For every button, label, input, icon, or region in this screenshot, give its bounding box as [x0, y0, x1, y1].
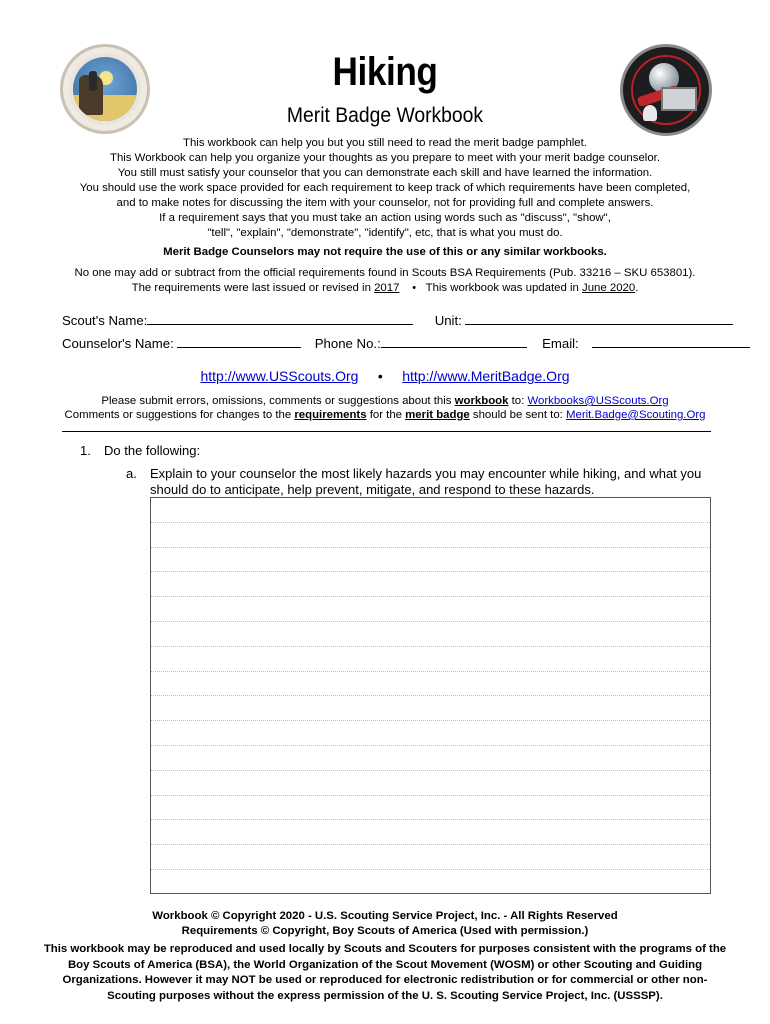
page-title: Hiking — [332, 50, 438, 94]
requirement-text: Do the following: — [104, 443, 201, 458]
answer-line — [151, 523, 710, 548]
requirements-source-line: No one may add or subtract from the official requirements found in Scouts BSA Requirements (Pub. 33216 – SKU 653801). — [74, 267, 696, 279]
usscouts-link[interactable]: http://www.USScouts.Org — [200, 368, 359, 384]
bullet-separator: • — [412, 282, 417, 294]
intro-line: If a requirement says that you must take an action using words such as "discuss", "show", — [159, 212, 611, 224]
revised-label: The requirements were last issued or revised in — [131, 282, 375, 294]
workbook-word: workbook — [454, 395, 509, 407]
answer-line — [151, 696, 710, 721]
intro-line: You should use the work space provided for each requirement to keep track of which requirements have been completed, — [79, 182, 691, 194]
updated-label: This workbook was updated in — [425, 282, 582, 294]
merit-badge-email-link[interactable]: Merit.Badge@Scouting.Org — [566, 409, 706, 421]
copyright-footer — [0, 909, 770, 939]
answer-line — [151, 572, 710, 597]
requirements-copyright: Requirements © Copyright, Boy Scouts of America (Used with permission.) — [181, 925, 589, 937]
scout-name-field[interactable] — [147, 313, 413, 325]
counselor-note: Merit Badge Counselors may not require the use of this or any similar workbooks. — [163, 246, 607, 258]
requirements-word: requirements — [294, 409, 367, 421]
scout-name-label: Scout's Name: — [62, 313, 148, 328]
phone-label: Phone No.: — [314, 336, 381, 351]
requirements-info — [0, 266, 770, 296]
requirements-dates-line — [0, 281, 770, 296]
answer-line — [151, 746, 710, 771]
answer-line — [151, 548, 710, 573]
answer-line — [151, 647, 710, 672]
intro-line: This workbook can help you but you still need to read the merit badge pamphlet. — [183, 137, 587, 149]
answer-line — [151, 672, 710, 697]
intro-line: You still must satisfy your counselor that you can demonstrate each skill and have learned the information. — [117, 167, 653, 179]
workbook-copyright: Workbook © Copyright 2020 - U.S. Scouting Service Project, Inc. - All Rights Reserved — [152, 910, 618, 922]
comments-text: Comments or suggestions for changes to the — [64, 409, 295, 421]
updated-date: June 2020 — [582, 282, 636, 294]
answer-line — [151, 498, 710, 523]
intro-line: and to make notes for discussing the item with your counselor, not for providing full and complete answers. — [116, 197, 654, 209]
requirement-1a — [126, 466, 716, 498]
feedback-text: Please submit errors, omissions, comments or suggestions about this — [101, 395, 455, 407]
requirement-letter: a. — [126, 466, 137, 481]
intro-paragraph — [40, 136, 730, 241]
revised-year: 2017 — [374, 282, 400, 294]
unit-field[interactable] — [465, 313, 733, 325]
answer-line — [151, 845, 710, 870]
answer-line — [151, 796, 710, 821]
workbooks-email-link[interactable]: Workbooks@USScouts.Org — [527, 395, 669, 407]
for-the-text: for the — [366, 409, 406, 421]
requirement-number: 1. — [80, 443, 91, 458]
meritbadge-link[interactable]: http://www.MeritBadge.Org — [402, 368, 570, 384]
answer-line — [151, 771, 710, 796]
website-links — [0, 368, 770, 384]
answer-line — [151, 597, 710, 622]
requirement-1 — [80, 443, 200, 458]
counselor-name-field[interactable] — [177, 336, 301, 348]
counselor-name-label: Counselor's Name: — [62, 336, 174, 351]
phone-field[interactable] — [381, 336, 527, 348]
answer-area[interactable] — [150, 497, 711, 894]
email-field[interactable] — [592, 336, 750, 348]
requirement-text: Explain to your counselor the most likely hazards you may encounter while hiking, and what you should do to anticipate, help prevent, mitigate, and respond to these hazards. — [150, 466, 702, 497]
merit-badge-word: merit badge — [405, 409, 470, 421]
section-divider — [62, 431, 711, 432]
answer-line — [151, 820, 710, 845]
intro-line: This Workbook can help you organize your thoughts as you prepare to meet with your merit badge counselor. — [109, 152, 660, 164]
permission-notice: This workbook may be reproduced and used locally by Scouts and Scouters for purposes consistent with the programs of the Boy Scouts of America (BSA), the World Organization of the Scout Movement (WOSM) or other Scouting and Guiding Organizations. However it may NOT be used or reproduced for electronic redistribution or for commercial or other non-Scouting purposes without the express permission of the U. S. Scouting Service Project, Inc. (USSSP). — [43, 943, 727, 1002]
scout-info-row — [62, 313, 733, 328]
email-label: Email: — [542, 336, 579, 351]
page-subtitle: Merit Badge Workbook — [286, 104, 484, 127]
submit-feedback — [0, 394, 770, 422]
answer-line — [151, 721, 710, 746]
workbook-feedback-line — [0, 394, 770, 408]
answer-line — [151, 622, 710, 647]
unit-label: Unit: — [434, 313, 462, 328]
intro-line: "tell", "explain", "demonstrate", "identify", etc, that is what you must do. — [207, 227, 563, 239]
feedback-to: to: — [508, 395, 528, 407]
sent-to-text: should be sent to: — [469, 409, 566, 421]
counselor-info-row — [62, 336, 750, 351]
period: . — [635, 282, 639, 294]
requirements-feedback-line — [0, 408, 770, 422]
link-separator: • — [377, 368, 383, 384]
